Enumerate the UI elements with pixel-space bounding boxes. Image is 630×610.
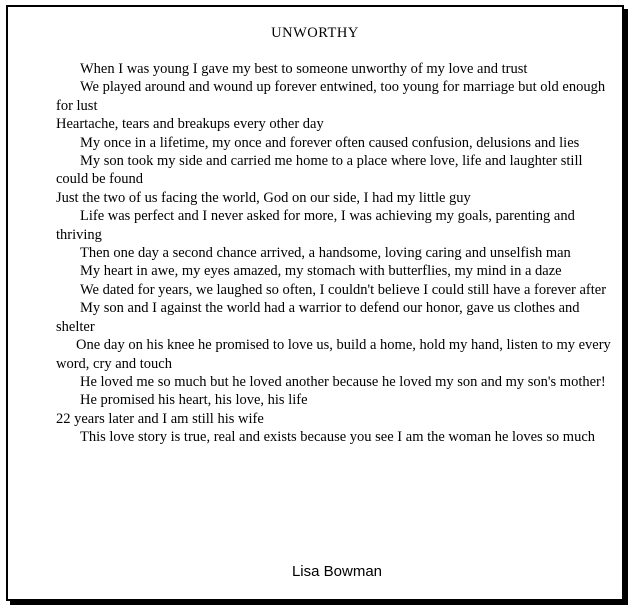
poem-line: Heartache, tears and breakups every other day xyxy=(56,116,324,133)
poem-line: My heart in awe, my eyes amazed, my stomach with butterflies, my mind in a daze xyxy=(80,263,562,280)
poem-line: 22 years later and I am still his wife xyxy=(56,410,264,427)
poem-line: We dated for years, we laughed so often, I couldn't believe I could still have a forever after xyxy=(80,281,607,298)
poem-line: He promised his heart, his love, his life xyxy=(80,392,308,409)
document-frame xyxy=(6,5,624,601)
poem-line: He loved me so much but he loved another because he loved my son and my son's mother! xyxy=(80,373,606,390)
poem-line: My son took my side and carried me home to a place where love, life and laughter still could be found xyxy=(56,153,583,188)
poem-line: My son and I against the world had a warrior to defend our honor, gave us clothes and shelter xyxy=(56,300,580,335)
author-signature: Lisa Bowman xyxy=(291,563,383,580)
poem-line: One day on his knee he promised to love us, build a home, hold my hand, listen to my every word, cry and touch xyxy=(56,337,611,372)
poem-line: This love story is true, real and exists because you see I am the woman he loves so much xyxy=(80,429,596,446)
poem-line: Life was perfect and I never asked for more, I was achieving my goals, parenting and thriving xyxy=(56,208,575,243)
poem-line: Then one day a second chance arrived, a handsome, loving caring and unselfish man xyxy=(80,245,571,262)
poem-line: We played around and wound up forever entwined, too young for marriage but old enough for lust xyxy=(56,79,606,114)
poem-body xyxy=(56,60,612,447)
poem-line: My once in a lifetime, my once and forever often caused confusion, delusions and lies xyxy=(80,134,580,151)
poem-title: UNWORTHY xyxy=(271,25,359,41)
poem-line: When I was young I gave my best to someone unworthy of my love and trust xyxy=(80,61,528,77)
poem-line: Just the two of us facing the world, God on our side, I had my little guy xyxy=(56,189,471,206)
